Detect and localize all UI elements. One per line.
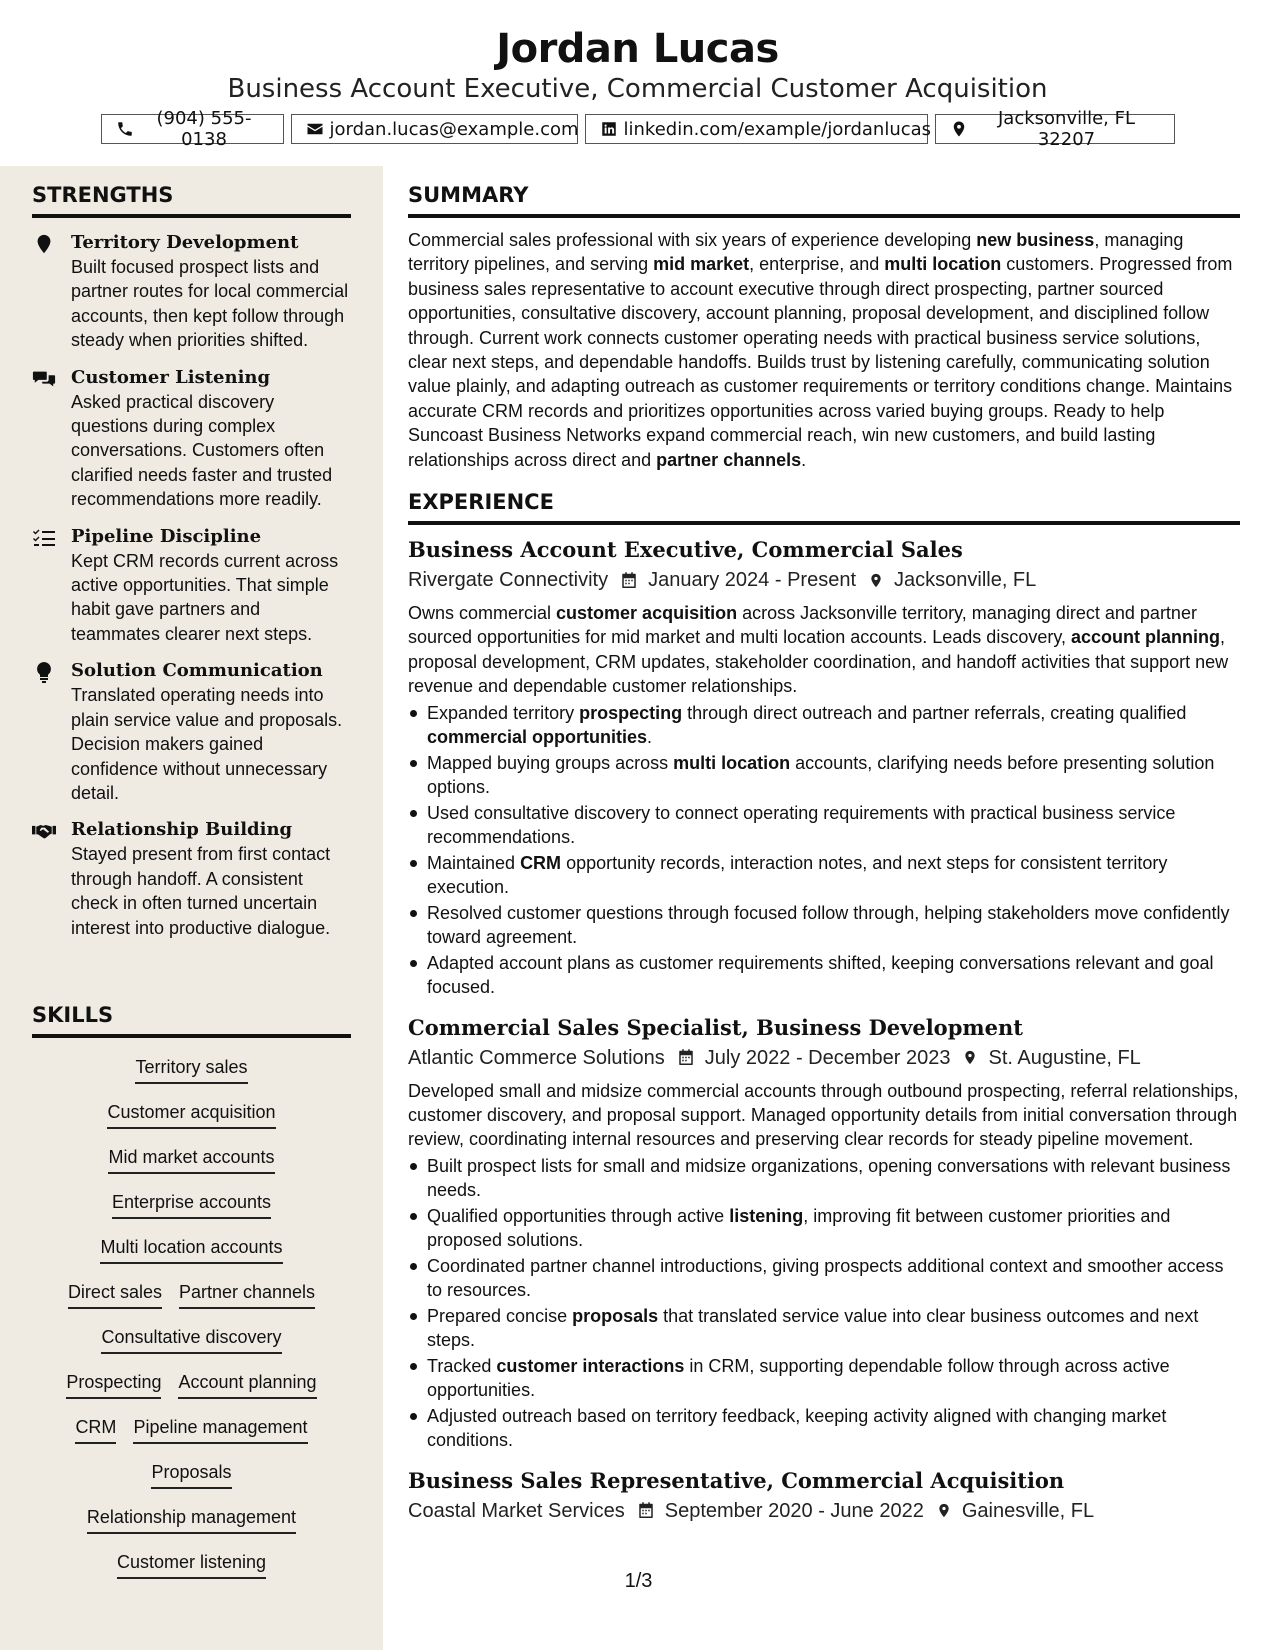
list-item: Adapted account plans as customer requirements shifted, keeping conversations relevant and goal focused. bbox=[408, 951, 1240, 1000]
list-item: Qualified opportunities through active listening, improving fit between customer priorities and proposed solutions. bbox=[408, 1204, 1240, 1253]
job-meta bbox=[408, 1043, 1240, 1073]
job-bullets bbox=[408, 701, 1240, 1000]
job-bullets bbox=[408, 1154, 1240, 1453]
job-title: Commercial Sales Specialist, Business Development bbox=[408, 1014, 1023, 1040]
skill-tag: Direct sales bbox=[68, 1279, 162, 1309]
job-company: Atlantic Commerce Solutions bbox=[408, 1046, 665, 1069]
list-item: Used consultative discovery to connect operating requirements with practical business service recommendations. bbox=[408, 801, 1240, 850]
main-content bbox=[408, 166, 1240, 1526]
calendar-icon bbox=[665, 1048, 705, 1067]
strength-text: Stayed present from first contact through handoff. A consistent check in often turned uncertain interest into productive dialogue. bbox=[71, 844, 331, 938]
skill-row bbox=[151, 1459, 231, 1504]
candidate-name: Jordan Lucas bbox=[496, 26, 779, 72]
skill-tag: Enterprise accounts bbox=[112, 1189, 271, 1219]
map-pin-icon bbox=[856, 571, 894, 590]
phone-icon bbox=[116, 120, 134, 138]
checklist-icon bbox=[32, 527, 56, 549]
skill-tag: Territory sales bbox=[135, 1054, 247, 1084]
job-meta bbox=[408, 1496, 1240, 1526]
calendar-icon bbox=[625, 1501, 665, 1520]
email-text: jordan.lucas@example.com bbox=[329, 118, 579, 140]
strength-text: Built focused prospect lists and partner routes for local commercial accounts, then kept follow through steady when priorities shifted. bbox=[71, 257, 349, 351]
skill-tag: Proposals bbox=[151, 1459, 231, 1489]
list-item: Tracked customer interactions in CRM, supporting dependable follow through across active opportunities. bbox=[408, 1354, 1240, 1403]
phone-text: (904) 555-0138 bbox=[156, 108, 252, 150]
jobs-list bbox=[408, 535, 1240, 1525]
job-location: Jacksonville, FL bbox=[894, 569, 1037, 592]
skill-tag: Pipeline management bbox=[133, 1414, 307, 1444]
skills-list bbox=[32, 1054, 351, 1594]
calendar-icon bbox=[608, 571, 648, 590]
job-meta bbox=[408, 565, 1240, 595]
job-title: Business Sales Representative, Commercial Acquisition bbox=[408, 1467, 1065, 1493]
lightbulb-icon bbox=[32, 661, 56, 683]
skill-row bbox=[100, 1234, 282, 1279]
skills-heading: SKILLS bbox=[32, 1002, 351, 1038]
strength-title: Customer Listening bbox=[71, 366, 271, 388]
strength-item bbox=[32, 231, 351, 353]
strength-text: Asked practical discovery questions during complex conversations. Customers often clarified needs faster and trusted recommendations more readily. bbox=[71, 391, 333, 510]
list-item: Coordinated partner channel introductions, giving prospects additional context and smoother access to resources. bbox=[408, 1254, 1240, 1303]
skill-tag: Customer acquisition bbox=[107, 1099, 275, 1129]
contact-bar bbox=[0, 108, 1275, 150]
contact-email[interactable] bbox=[291, 114, 578, 144]
map-pin-icon bbox=[950, 1048, 988, 1067]
skill-tag: Multi location accounts bbox=[100, 1234, 282, 1264]
skill-row bbox=[108, 1144, 274, 1189]
location-text: Jacksonville, FL 32207 bbox=[997, 108, 1135, 150]
skill-row bbox=[135, 1054, 247, 1099]
skill-tag: Relationship management bbox=[87, 1504, 296, 1534]
strength-title: Territory Development bbox=[71, 232, 299, 253]
job-location: Gainesville, FL bbox=[961, 1499, 1095, 1522]
skill-tag: Consultative discovery bbox=[101, 1324, 281, 1354]
job-company: Rivergate Connectivity bbox=[408, 569, 609, 592]
strength-item bbox=[32, 659, 351, 805]
skill-row bbox=[107, 1099, 275, 1144]
skill-tag: CRM bbox=[75, 1414, 116, 1444]
list-item: Expanded territory prospecting through direct outreach and partner referrals, creating qualified commercial opportunities. bbox=[408, 701, 1240, 750]
job-dates: September 2020 - June 2022 bbox=[664, 1499, 924, 1522]
map-pin-icon bbox=[924, 1501, 962, 1520]
strength-item bbox=[32, 818, 351, 940]
strengths-section bbox=[32, 182, 351, 940]
candidate-title: Business Account Executive, Commercial Customer Acquisition bbox=[227, 74, 1048, 104]
list-item: Prepared concise proposals that translated service value into clear business outcomes and next steps. bbox=[408, 1304, 1240, 1353]
strength-text: Translated operating needs into plain service value and proposals. Decision makers gained confidence without unnecessary detail. bbox=[71, 685, 343, 803]
contact-location bbox=[935, 108, 1175, 150]
job-location: St. Augustine, FL bbox=[988, 1046, 1141, 1069]
skill-row bbox=[66, 1369, 316, 1414]
job-dates: July 2022 - December 2023 bbox=[704, 1046, 951, 1069]
chat-bubbles-icon bbox=[32, 368, 56, 390]
strength-title: Pipeline Discipline bbox=[71, 525, 262, 547]
list-item: Built prospect lists for small and midsize organizations, opening conversations with relevant business needs. bbox=[408, 1154, 1240, 1203]
list-item: Adjusted outreach based on territory feedback, keeping activity aligned with changing market conditions. bbox=[408, 1404, 1240, 1453]
job-title: Business Account Executive, Commercial Sales bbox=[408, 537, 963, 563]
skill-tag: Account planning bbox=[178, 1369, 316, 1399]
list-item: Mapped buying groups across multi location accounts, clarifying needs before presenting solution options. bbox=[408, 751, 1240, 800]
skill-row bbox=[75, 1414, 307, 1459]
skill-row bbox=[87, 1504, 296, 1549]
skill-tag: Customer listening bbox=[117, 1549, 266, 1579]
summary-heading: SUMMARY bbox=[408, 182, 1240, 218]
skill-tag: Partner channels bbox=[179, 1279, 315, 1309]
linkedin-text: linkedin.com/example/jordanlucas bbox=[623, 118, 932, 140]
job-description: Owns commercial customer acquisition across Jacksonville territory, managing direct and partner sourced opportunities for mid market and multi location accounts. Leads discovery, account planning, proposal development, CRM updates, stakeholder coordination, and handoff activities that support new revenue and dependable customer relationships. bbox=[408, 603, 1229, 697]
handshake-icon bbox=[32, 820, 56, 842]
map-pin-icon bbox=[950, 120, 968, 138]
experience-section bbox=[408, 489, 1240, 1525]
summary-section bbox=[408, 182, 1240, 472]
summary-text: Commercial sales professional with six years of experience developing new business, managing territory pipelines, and serving mid market, enterprise, and multi location customers. Progressed from business sales representative to account executive through direct prospecting, partner sourced opportunities, consultative discovery, account planning, proposal development, and disciplined follow through. Current work connects customer operating needs with practical business service solutions, clear next steps, and dependable handoffs. Builds trust by listening carefully, communicating solution value plainly, and adapting outreach as customer requirements or territory conditions change. Maintains accurate CRM records and prioritizes opportunities across varied buying groups. Ready to help Suncoast Business Networks expand commercial reach, win new customers, and build lasting relationships across direct and partner channels. bbox=[408, 230, 1233, 470]
strengths-heading: STRENGTHS bbox=[32, 182, 351, 218]
list-item: Resolved customer questions through focused follow through, helping stakeholders move confidently toward agreement. bbox=[408, 901, 1240, 950]
linkedin-icon bbox=[600, 120, 618, 138]
map-pin-icon bbox=[32, 233, 56, 255]
skill-row bbox=[68, 1279, 315, 1324]
job-entry bbox=[408, 1013, 1240, 1453]
skill-row bbox=[101, 1324, 281, 1369]
strength-title: Relationship Building bbox=[71, 819, 293, 841]
skill-tag: Prospecting bbox=[66, 1369, 161, 1399]
contact-linkedin[interactable] bbox=[585, 114, 932, 144]
strengths-list bbox=[32, 231, 351, 940]
envelope-icon bbox=[306, 120, 324, 138]
job-company: Coastal Market Services bbox=[408, 1499, 625, 1522]
contact-phone[interactable] bbox=[101, 108, 284, 150]
strength-title: Solution Communication bbox=[71, 660, 323, 682]
skill-tag: Mid market accounts bbox=[108, 1144, 274, 1174]
strength-text: Kept CRM records current across active opportunities. That simple habit gave partners and teammates clearer next steps. bbox=[71, 550, 339, 644]
job-dates: January 2024 - Present bbox=[648, 569, 856, 592]
job-description: Developed small and midsize commercial accounts through outbound prospecting, referral relationships, customer discovery, and proposal support. Managed opportunity details from initial conversation through review, coordinating internal resources and preserving clear records for steady pipeline movement. bbox=[408, 1080, 1239, 1150]
job-entry bbox=[408, 535, 1240, 999]
strength-item bbox=[32, 525, 351, 647]
experience-heading: EXPERIENCE bbox=[408, 489, 1240, 525]
strength-item bbox=[32, 366, 351, 512]
sidebar bbox=[0, 166, 383, 1650]
list-item: Maintained CRM opportunity records, interaction notes, and next steps for consistent territory execution. bbox=[408, 851, 1240, 900]
skill-row bbox=[112, 1189, 271, 1234]
skills-section bbox=[32, 1002, 351, 1594]
job-entry bbox=[408, 1466, 1240, 1526]
page-number: 1/3 bbox=[624, 1570, 653, 1592]
